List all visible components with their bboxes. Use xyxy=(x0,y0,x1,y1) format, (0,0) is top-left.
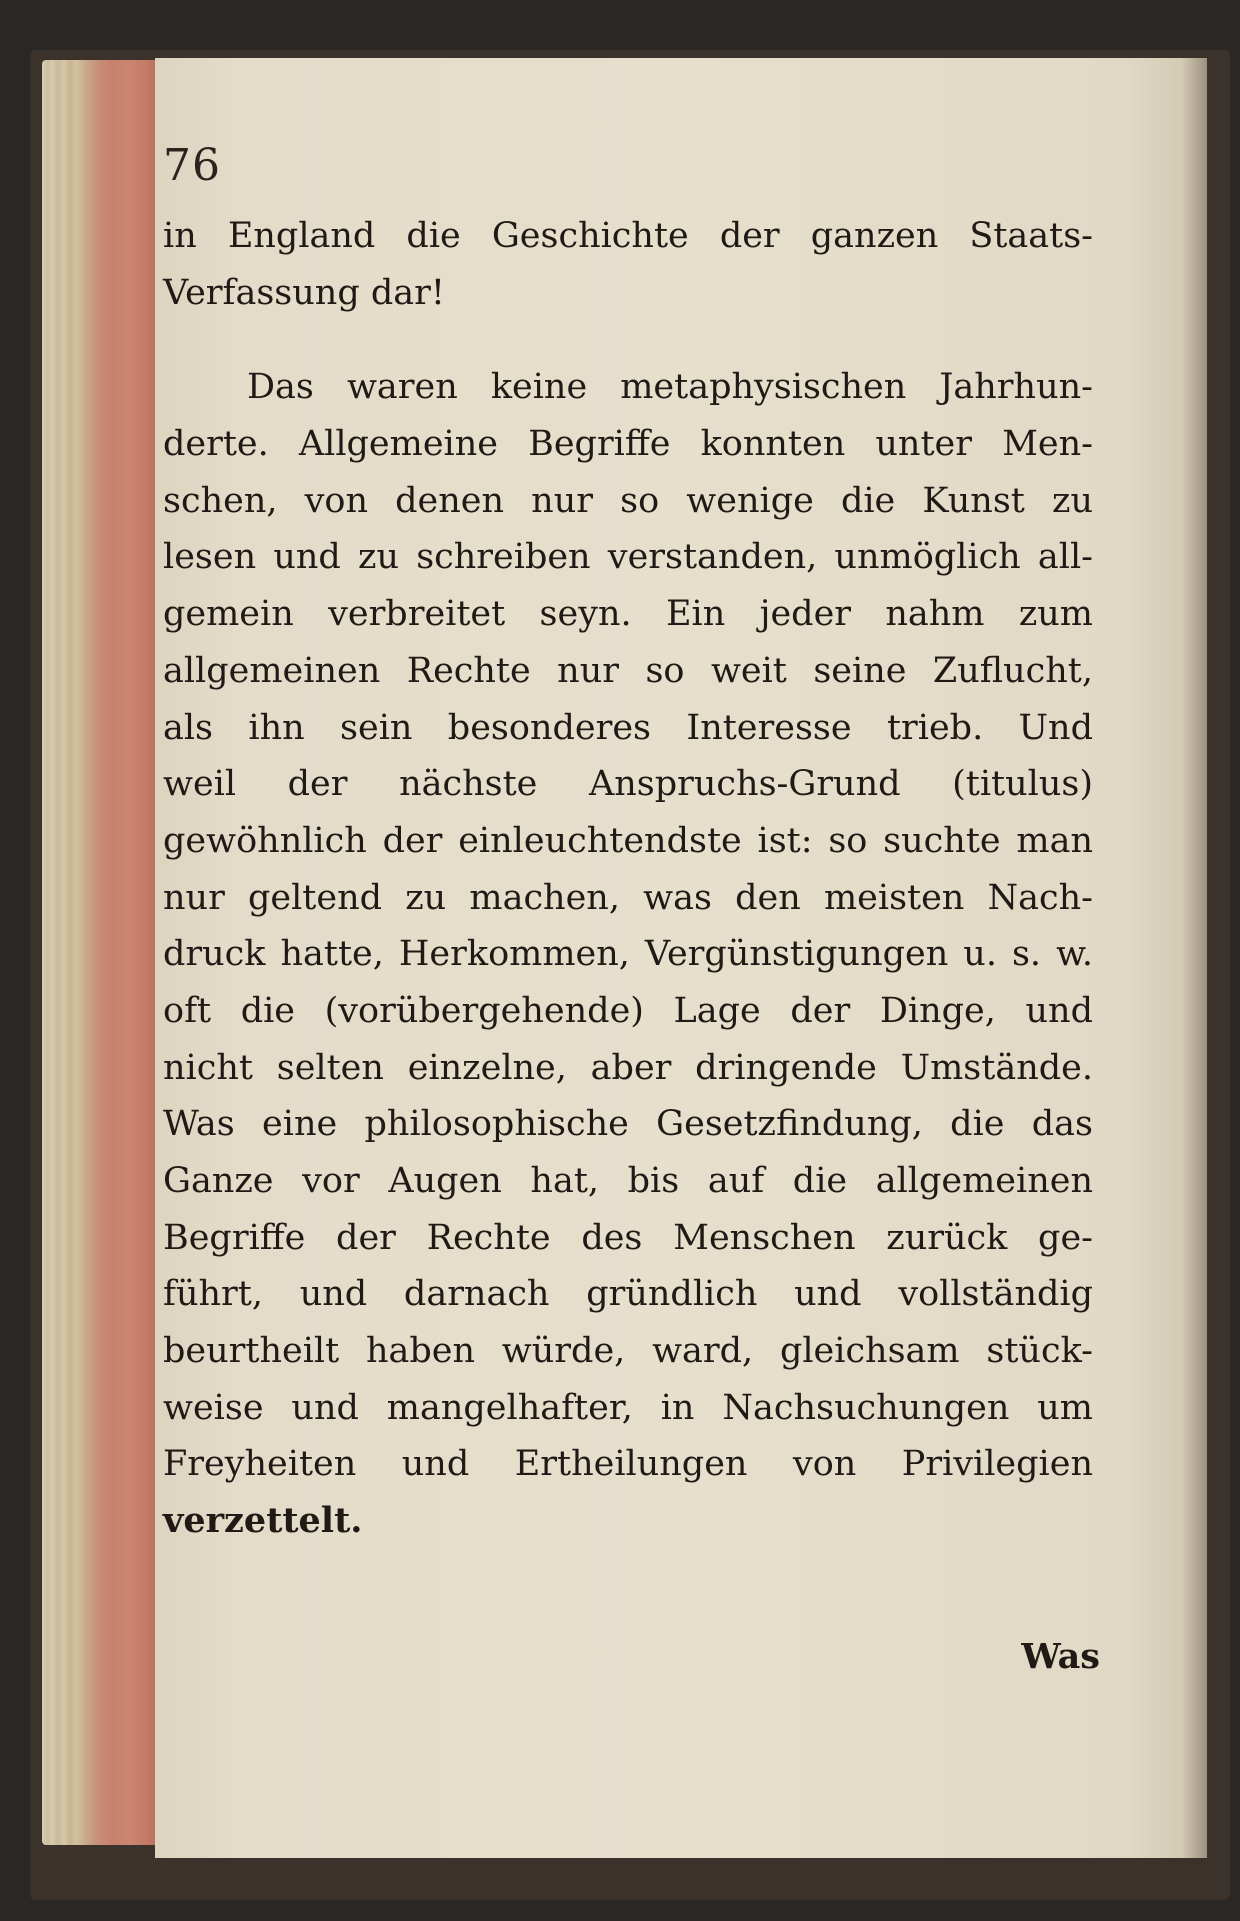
text-line: verzettelt. xyxy=(163,1500,363,1542)
text-line: beurtheilt haben würde, ward, gleichsam stück- xyxy=(163,1331,1093,1372)
page-number: 76 xyxy=(163,140,221,191)
text-line: lesen und zu schreiben verstanden, unmöglich all- xyxy=(163,537,1093,578)
body-text xyxy=(163,208,1093,1550)
text-line: weil der nächste Anspruchs-Grund (titulus) xyxy=(163,764,1093,805)
text-line: Das waren keine metaphysischen Jahrhun- xyxy=(247,367,1093,408)
paragraph-gap xyxy=(163,321,1093,359)
text-line: weise und mangelhafter, in Nachsuchungen um xyxy=(163,1387,1093,1428)
text-line: Was eine philosophische Gesetzfindung, die das xyxy=(163,1104,1093,1145)
text-line: Ganze vor Augen hat, bis auf die allgemeinen xyxy=(163,1161,1093,1201)
catchword: Was xyxy=(1021,1636,1100,1677)
text-line: Begriffe der Rechte des Menschen zurück ge- xyxy=(163,1217,1093,1258)
text-line: als ihn sein besonderes Interesse trieb. Und xyxy=(163,707,1093,748)
text-line: druck hatte, Herkommen, Vergünstigungen u. s. w. xyxy=(163,934,1093,975)
text-line: führt, und darnach gründlich und vollständig xyxy=(163,1274,1093,1315)
paragraph-1 xyxy=(163,208,1093,321)
text-line: derte. Allgemeine Begriffe konnten unter Men- xyxy=(163,424,1093,465)
text-line: nur geltend zu machen, was den meisten Nach- xyxy=(163,877,1093,918)
text-line: schen, von denen nur so wenige die Kunst zu xyxy=(163,480,1093,521)
text-line: oft die (vorübergehende) Lage der Dinge, und xyxy=(163,990,1093,1031)
page-edges-left xyxy=(42,60,160,1845)
text-line: allgemeinen Rechte nur so weit seine Zuflucht, xyxy=(163,650,1093,691)
page-gutter-shadow xyxy=(1181,58,1207,1858)
text-line: gemein verbreitet seyn. Ein jeder nahm zum xyxy=(163,594,1093,635)
text-line: Freyheiten und Ertheilungen von Privilegien xyxy=(163,1444,1093,1485)
text-line: in England die Geschichte der ganzen Staats- xyxy=(163,216,1093,256)
paragraph-2 xyxy=(163,359,1093,1549)
text-line: Verfassung dar! xyxy=(163,272,445,313)
text-line: nicht selten einzelne, aber dringende Umstände. xyxy=(163,1047,1093,1088)
text-line: gewöhnlich der einleuchtendste ist: so suchte man xyxy=(163,820,1093,861)
